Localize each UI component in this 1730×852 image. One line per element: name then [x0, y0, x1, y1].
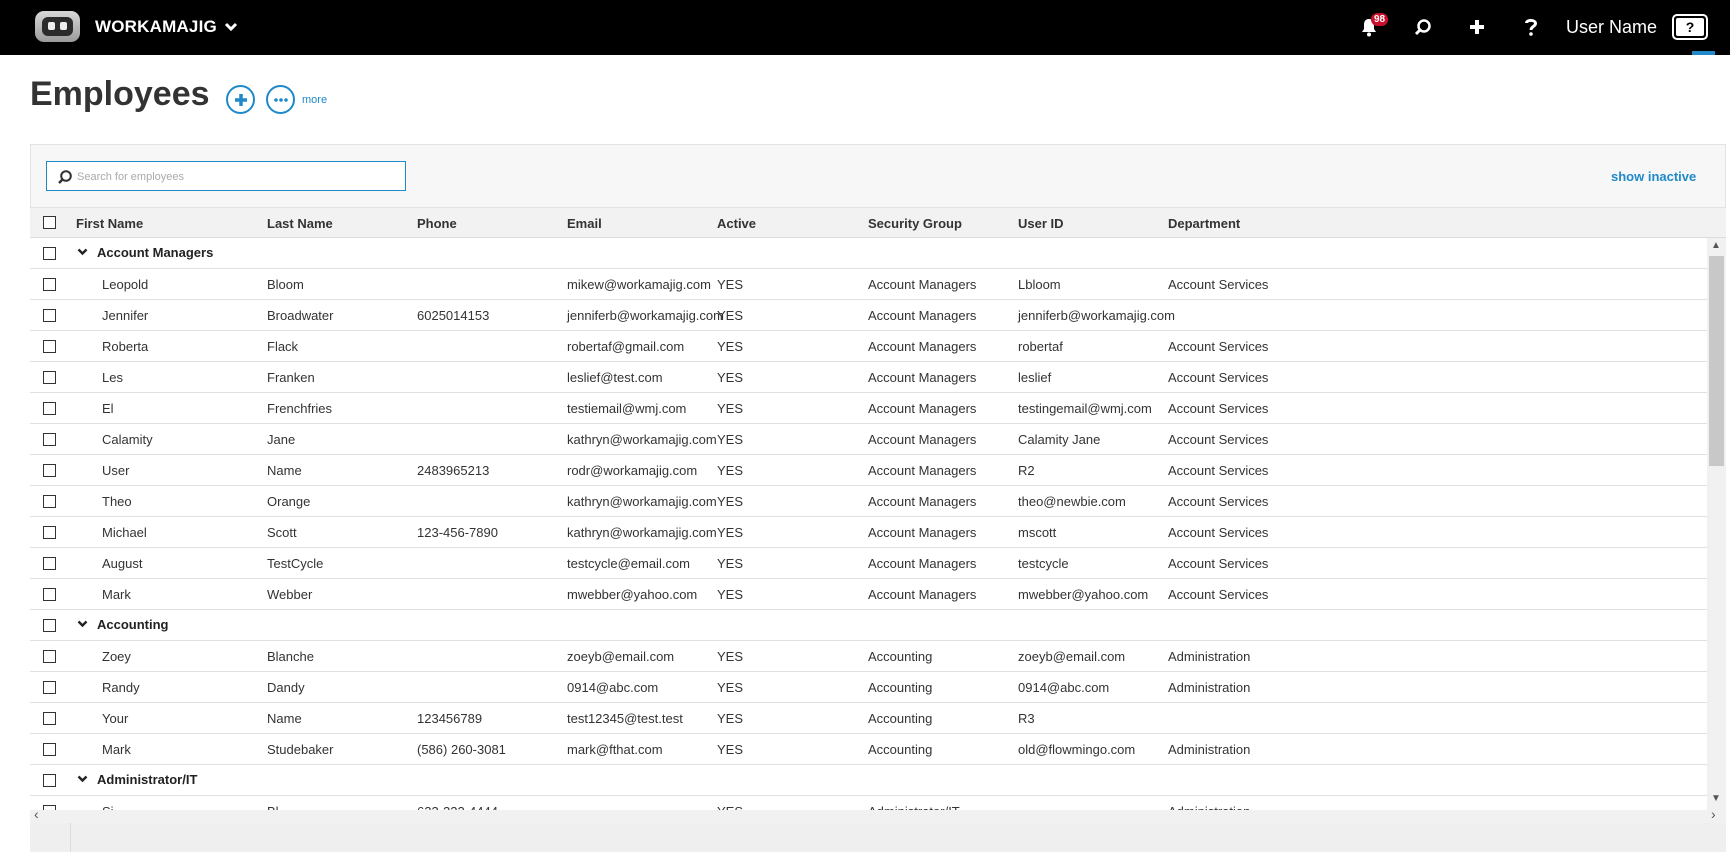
- cell-user-id: Lbloom: [1018, 277, 1061, 292]
- cell-phone: 6025014153: [417, 308, 490, 323]
- cell-last-name: Scott: [267, 525, 297, 540]
- cell-active: YES: [717, 370, 744, 385]
- row-checkbox[interactable]: [43, 712, 56, 725]
- help-button[interactable]: [1518, 14, 1544, 40]
- cell-first-name: El: [102, 401, 114, 416]
- cell-first-name: Randy: [102, 680, 140, 695]
- cell-email: jenniferb@workamajig.com: [567, 308, 724, 323]
- user-menu[interactable]: User Name: [1566, 17, 1658, 37]
- top-nav-bar: [0, 0, 1730, 55]
- scroll-down-arrow-icon[interactable]: ▼: [1711, 793, 1721, 804]
- row-checkbox[interactable]: [43, 340, 56, 353]
- cell-email: kathryn@workamajig.com: [567, 432, 717, 447]
- cell-user-id: robertaf: [1018, 339, 1063, 354]
- active-indicator: [1692, 51, 1715, 55]
- support-box-button[interactable]: [1672, 14, 1708, 40]
- row-checkbox[interactable]: [43, 464, 56, 477]
- cell-user-id: Calamity Jane: [1018, 432, 1101, 447]
- vertical-scroll-thumb[interactable]: [1709, 256, 1724, 466]
- cell-security-group: Account Managers: [868, 587, 977, 602]
- cell-security-group: Accounting: [868, 742, 933, 757]
- cell-department: Administration: [1168, 649, 1251, 664]
- support-box-label: ?: [1676, 18, 1704, 36]
- global-search-button[interactable]: [1410, 14, 1436, 40]
- cell-user-id: theo@newbie.com: [1018, 494, 1126, 509]
- group-label: Accounting: [97, 617, 169, 632]
- cell-last-name: Broadwater: [267, 308, 334, 323]
- cell-first-name: Mark: [102, 587, 131, 602]
- notification-badge: 98: [1371, 13, 1388, 26]
- more-link[interactable]: more: [302, 94, 328, 106]
- table-row[interactable]: [30, 455, 1707, 486]
- cell-user-id: R2: [1018, 463, 1035, 478]
- cell-department: Account Services: [1168, 556, 1269, 571]
- cell-email: test12345@test.test: [567, 711, 683, 726]
- cell-email: kathryn@workamajig.com: [567, 494, 717, 509]
- cell-security-group: Accounting: [868, 680, 933, 695]
- cell-last-name: Jane: [267, 432, 296, 447]
- row-checkbox[interactable]: [43, 650, 56, 663]
- cell-active: YES: [717, 339, 744, 354]
- logo-eye-left: [48, 22, 55, 30]
- cell-last-name: Studebaker: [267, 742, 334, 757]
- cell-phone: 123-456-7890: [417, 525, 498, 540]
- search-icon: [1414, 18, 1432, 36]
- table-row[interactable]: [30, 486, 1707, 517]
- group-row[interactable]: [30, 610, 1707, 641]
- cell-department: Account Services: [1168, 525, 1269, 540]
- cell-security-group: Account Managers: [868, 277, 977, 292]
- group-row[interactable]: [30, 765, 1707, 796]
- cell-last-name: TestCycle: [267, 556, 324, 571]
- group-checkbox[interactable]: [43, 619, 56, 632]
- scroll-left-arrow-icon[interactable]: ‹: [34, 806, 39, 822]
- cell-active: YES: [717, 587, 744, 602]
- cell-security-group: Account Managers: [868, 525, 977, 540]
- cell-last-name: Blanche: [267, 649, 314, 664]
- quick-add-button[interactable]: [1464, 14, 1490, 40]
- cell-department: Administration: [1168, 680, 1251, 695]
- table-row[interactable]: [30, 672, 1707, 703]
- search-icon: [57, 169, 73, 185]
- show-inactive-link[interactable]: show inactive: [1611, 169, 1697, 184]
- cell-email: kathryn@workamajig.com: [567, 525, 717, 540]
- row-checkbox[interactable]: [43, 402, 56, 415]
- cell-first-name: Zoey: [102, 649, 131, 664]
- cell-last-name: Dandy: [267, 680, 305, 695]
- cell-first-name: Les: [102, 370, 123, 385]
- cell-first-name: Theo: [102, 494, 132, 509]
- cell-active: YES: [717, 680, 744, 695]
- app-switcher[interactable]: [95, 17, 238, 37]
- ellipsis-icon: [274, 98, 288, 102]
- table-row[interactable]: [30, 517, 1707, 548]
- group-label: Account Managers: [97, 245, 214, 260]
- cell-department: Account Services: [1168, 277, 1269, 292]
- cell-last-name: Flack: [267, 339, 299, 354]
- cell-security-group: Account Managers: [868, 370, 977, 385]
- plus-icon: [234, 93, 248, 107]
- workamajig-logo[interactable]: [35, 11, 80, 42]
- table-row[interactable]: [30, 641, 1707, 672]
- cell-user-id: testingemail@wmj.com: [1018, 401, 1152, 416]
- cell-department: Account Services: [1168, 401, 1269, 416]
- chevron-down-icon[interactable]: [77, 248, 88, 256]
- cell-active: YES: [717, 649, 744, 664]
- group-row[interactable]: [30, 238, 1707, 269]
- cell-user-id: 0914@abc.com: [1018, 680, 1110, 695]
- cell-active: YES: [717, 494, 744, 509]
- horizontal-scrollbar[interactable]: [30, 810, 1726, 823]
- table-row[interactable]: [30, 269, 1707, 300]
- cell-user-id: jenniferb@workamajig.com: [1018, 308, 1175, 323]
- cell-last-name: Name: [267, 463, 302, 478]
- cell-security-group: Account Managers: [868, 339, 977, 354]
- cell-email: 0914@abc.com: [567, 680, 659, 695]
- row-checkbox[interactable]: [43, 309, 56, 322]
- cell-first-name: Michael: [102, 525, 147, 540]
- cell-security-group: Account Managers: [868, 494, 977, 509]
- chevron-down-icon[interactable]: [77, 775, 88, 783]
- table-row[interactable]: [30, 362, 1707, 393]
- question-icon: [1524, 17, 1538, 37]
- cell-first-name: Roberta: [102, 339, 149, 354]
- row-checkbox[interactable]: [43, 743, 56, 756]
- cell-first-name: Leopold: [102, 277, 149, 292]
- table-row[interactable]: [30, 300, 1707, 331]
- cell-email: mikew@workamajig.com: [567, 277, 711, 292]
- logo-face: [42, 17, 73, 36]
- cell-user-id: zoeyb@email.com: [1018, 649, 1126, 664]
- cell-email: zoeyb@email.com: [567, 649, 675, 664]
- table-row[interactable]: [30, 703, 1707, 734]
- table-row[interactable]: [30, 331, 1707, 362]
- row-checkbox[interactable]: [43, 278, 56, 291]
- cell-user-id: testcycle: [1018, 556, 1069, 571]
- add-employee-button[interactable]: [226, 85, 255, 114]
- cell-department: Account Services: [1168, 370, 1269, 385]
- grid-footer: [30, 823, 1726, 852]
- cell-active: YES: [717, 525, 744, 540]
- cell-user-id: leslief: [1018, 370, 1052, 385]
- cell-first-name: Your: [102, 711, 129, 726]
- cell-phone: 2483965213: [417, 463, 490, 478]
- scroll-up-arrow-icon[interactable]: ▲: [1711, 240, 1721, 251]
- cell-email: testiemail@wmj.com: [567, 401, 687, 416]
- grid-header: [30, 207, 1726, 238]
- app-name: WORKAMAJIG: [95, 17, 217, 36]
- employee-grid: [30, 238, 1707, 810]
- cell-security-group: Account Managers: [868, 432, 977, 447]
- column-header-first-name[interactable]: First Name: [76, 216, 144, 231]
- cell-first-name: August: [102, 556, 143, 571]
- cell-phone: 123456789: [417, 711, 483, 726]
- cell-last-name: Frenchfries: [267, 401, 333, 416]
- cell-email: testcycle@email.com: [567, 556, 691, 571]
- cell-department: Administration: [1168, 742, 1251, 757]
- search-input[interactable]: [77, 167, 397, 187]
- cell-first-name: Mark: [102, 742, 131, 757]
- cell-first-name: Jennifer: [102, 308, 149, 323]
- cell-security-group: Accounting: [868, 649, 933, 664]
- cell-last-name: Webber: [267, 587, 313, 602]
- cell-user-id: mscott: [1018, 525, 1057, 540]
- more-actions-button[interactable]: [266, 85, 295, 114]
- column-header-last-name[interactable]: Last Name: [267, 216, 333, 231]
- cell-phone: (586) 260-3081: [417, 742, 506, 757]
- cell-active: YES: [717, 401, 744, 416]
- cell-user-id: R3: [1018, 711, 1035, 726]
- row-checkbox[interactable]: [43, 588, 56, 601]
- cell-department: Account Services: [1168, 494, 1269, 509]
- cell-email: rodr@workamajig.com: [567, 463, 698, 478]
- cell-active: YES: [717, 308, 744, 323]
- cell-last-name: Name: [267, 711, 302, 726]
- table-row[interactable]: [30, 393, 1707, 424]
- row-checkbox[interactable]: [43, 557, 56, 570]
- column-header-email[interactable]: Email: [567, 216, 602, 231]
- column-header-security-group[interactable]: Security Group: [868, 216, 962, 231]
- cell-email: mwebber@yahoo.com: [567, 587, 698, 602]
- row-checkbox[interactable]: [43, 371, 56, 384]
- select-all-checkbox[interactable]: [43, 216, 56, 229]
- cell-email: leslief@test.com: [567, 370, 663, 385]
- cell-user-id: old@flowmingo.com: [1018, 742, 1136, 757]
- cell-security-group: Account Managers: [868, 556, 977, 571]
- chevron-down-icon: [224, 22, 238, 32]
- cell-last-name: Bloom: [267, 277, 304, 292]
- cell-first-name: User: [102, 463, 130, 478]
- cell-security-group: Accounting: [868, 711, 933, 726]
- column-header-phone[interactable]: Phone: [417, 216, 457, 231]
- row-checkbox[interactable]: [43, 526, 56, 539]
- cell-email: mark@fthat.com: [567, 742, 663, 757]
- cell-active: YES: [717, 432, 744, 447]
- cell-user-id: mwebber@yahoo.com: [1018, 587, 1149, 602]
- cell-last-name: Orange: [267, 494, 311, 509]
- cell-active: YES: [717, 463, 744, 478]
- cell-security-group: Account Managers: [868, 308, 977, 323]
- table-row[interactable]: [30, 424, 1707, 455]
- group-label: Administrator/IT: [97, 772, 198, 787]
- table-row[interactable]: [30, 579, 1707, 610]
- cell-first-name: Calamity: [102, 432, 153, 447]
- row-checkbox[interactable]: [43, 495, 56, 508]
- row-checkbox[interactable]: [43, 681, 56, 694]
- cell-email: robertaf@gmail.com: [567, 339, 685, 354]
- group-checkbox[interactable]: [43, 247, 56, 260]
- cell-last-name: Franken: [267, 370, 315, 385]
- chevron-down-icon[interactable]: [77, 620, 88, 628]
- footer-divider: [70, 823, 71, 852]
- column-header-department[interactable]: Department: [1168, 216, 1241, 231]
- search-box[interactable]: [46, 161, 406, 191]
- table-row[interactable]: [30, 734, 1707, 765]
- column-header-active[interactable]: Active: [717, 216, 757, 231]
- table-row[interactable]: [30, 548, 1707, 579]
- cell-department: Account Services: [1168, 432, 1269, 447]
- plus-icon: [1469, 19, 1485, 35]
- cell-security-group: Account Managers: [868, 463, 977, 478]
- logo-eye-right: [60, 22, 67, 30]
- group-checkbox[interactable]: [43, 774, 56, 787]
- scroll-right-arrow-icon[interactable]: ›: [1711, 806, 1716, 822]
- cell-department: Account Services: [1168, 339, 1269, 354]
- column-header-user-id[interactable]: User ID: [1018, 216, 1064, 231]
- cell-active: YES: [717, 711, 744, 726]
- cell-active: YES: [717, 742, 744, 757]
- row-checkbox[interactable]: [43, 433, 56, 446]
- cell-department: Account Services: [1168, 463, 1269, 478]
- cell-active: YES: [717, 556, 744, 571]
- cell-active: YES: [717, 277, 744, 292]
- cell-department: Account Services: [1168, 587, 1269, 602]
- cell-security-group: Account Managers: [868, 401, 977, 416]
- page-title: Employees: [30, 75, 210, 113]
